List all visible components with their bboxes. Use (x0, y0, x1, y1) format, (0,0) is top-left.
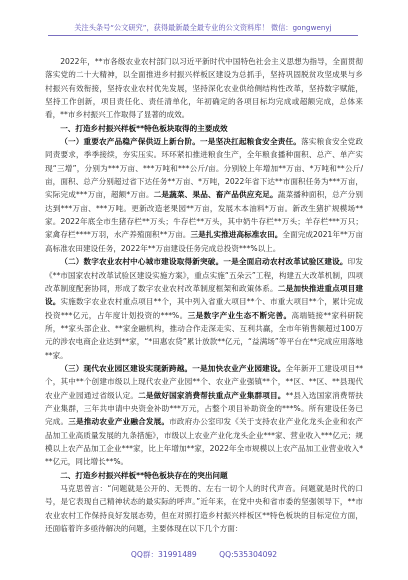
bold-heading-text: 二是蔬菜、果品、畜产品供应充足。 (153, 190, 278, 200)
body-text: 市政府办公室印发《关于支持农业产业化龙头企业和农产品加工业高质量发展的九条措施》，市级以上农业产业化龙头企业***家、营业收入***亿元；规模以上农产品加工企业***家，比上年增加**家，2022年全市规模以上农产品加工业营业收入***亿元，同比增长**%。 (45, 417, 363, 467)
bold-heading-text: （三）现代农业园区建设实现新跨越。一是加快农业产业园建设。 (60, 363, 286, 373)
bold-heading-text: （一）重要农产品稳产保供迈上新台阶。一是坚决扛起粮食安全责任。 (60, 137, 302, 147)
header-banner: 关注头条号“公文研究”，获得最新最全最专业的公文资料库！ 微信：gongwenyj (48, 21, 358, 36)
bold-heading-text: 三是扎实推进高标准农田。 (190, 230, 283, 240)
body-text: 马克思曾言：“问题就是公开的、无畏的、左右一切个人的时代声音。问题就是时代的口号，是它表现自己精神状态的最实际的呼声。”近年来，在党中央和省市委的坚强领导下，**市农业农村工作保持良好发展态势，但在对照打造乡村振兴样板区**特色板块的目标定位方面，还面临着许多亟待解决的问题，主要体现在以下几个方面： (45, 484, 363, 534)
document-body (45, 55, 363, 540)
bold-heading-text: 三是数字产业生态不断完善。 (187, 310, 292, 320)
paragraph (45, 482, 363, 535)
paragraph (45, 135, 363, 255)
body-text: 2022年，**市各级农业农村部门以习近平新时代中国特色社会主义思想为指导，全面贯彻落实党的二十大精神，以全面推进乡村振兴样板区建设为总抓手，坚持巩固脱贫攻坚成果与乡村振兴有效衔接，坚持农业农村优先发展，坚持深化农业供给侧结构性改革，坚持数字赋能，坚持工作创新，项目责任化、责任清单化，年初确定的各项目标均完成或超额完成，总体来看，**市乡村振兴工作取得了显著的成效。 (45, 57, 363, 120)
qq-text: QQ:535304092 (219, 550, 278, 559)
bold-heading-text: 二是做好国家消费帮扶重点产业集群项目。 (138, 390, 286, 400)
body-text: 实施数字农业农村重点项目**个，其中列入省重大项目**个、市重大项目**个，累计完成投资***亿元，占年度计划投资的***%。 (45, 297, 363, 320)
bold-heading-text: 三是推动农业产业融合发展。 (68, 417, 170, 427)
body-text: 高端链接**家科研院所，**家头部企业、**家金融机构，推动合作走深走实、互利共赢，全市年销售额超过100万元的涉农电商企业达到**家，“*田惠农贷”累计放款**亿元，“益满场”等平台在**完成应用落地**家。 (45, 310, 363, 360)
bold-heading-text: 二是加快推进重点项目建设。 (45, 283, 363, 307)
paragraph (45, 255, 363, 362)
paragraph (45, 362, 363, 469)
paragraph (45, 55, 363, 122)
bold-heading-text: 二、打造乡村振兴样板**特色板块存在的突出问题 (60, 470, 228, 480)
footer-contact (0, 549, 408, 561)
body-text: 全年新开工建设项目**个，其中**个创建市级以上现代农业产业园**个、农业产业强镇**个，**区、**区、**县现代农业产业园通过省级认定。 (45, 363, 363, 400)
qq-group-text: QQ群：31991489 (130, 550, 197, 559)
bold-heading-text: （二）数字农业农村中心城市建设取得新突破。一是全面启动农村改革试验区建设。 (60, 257, 348, 267)
body-text: 全面完成2021年**万亩高标准农田建设任务，2022年**万亩建设任务完成总投资***%以上。 (45, 230, 363, 253)
paragraph (45, 469, 363, 482)
bold-heading-text: 一、打造乡村振兴样板**特色板块取得的主要成效 (60, 123, 228, 133)
body-text: 印发《**市国家农村改革试验区建设实施方案》，重点实施“五朵云”工程，构建五大改革机制，四项改革制度配套协同，形成了数字农业农村改革制度框架和政策体系。 (45, 257, 363, 293)
body-text: **县入选国家消费帮扶产业集群，三年共申请中央资金补助***万元，占整个项目补助资金的***%。所有建设任务已完成。 (45, 390, 363, 427)
body-text: 落实粮食安全党政同责要求，季季接续，夯实压实。环环紧扣推进粮食生产，全年粮食播种面积、总产、单产实现“三增”，分别为***万亩、***万吨和***公斤/亩。分别较上年增加**万亩、*万吨和**公斤/亩，面积、总产分别超过省下达任务**万亩、*万吨，2022年省下达**市面积任务为***万亩，实际完成***万亩，超额*万亩。 (45, 137, 363, 200)
body-text: 蔬菜播种面积，总产分别达到***万亩、***万吨。更新改造老果园**万亩，发展木本油料*万亩。新改生猪扩规模场**家。2022年底全市生猪存栏**万头；牛存栏**万头，其中奶牛存栏**万头；羊存栏***万只；家禽存栏****万羽，水产养殖面积**万亩。 (45, 190, 363, 240)
paragraph (45, 122, 363, 135)
